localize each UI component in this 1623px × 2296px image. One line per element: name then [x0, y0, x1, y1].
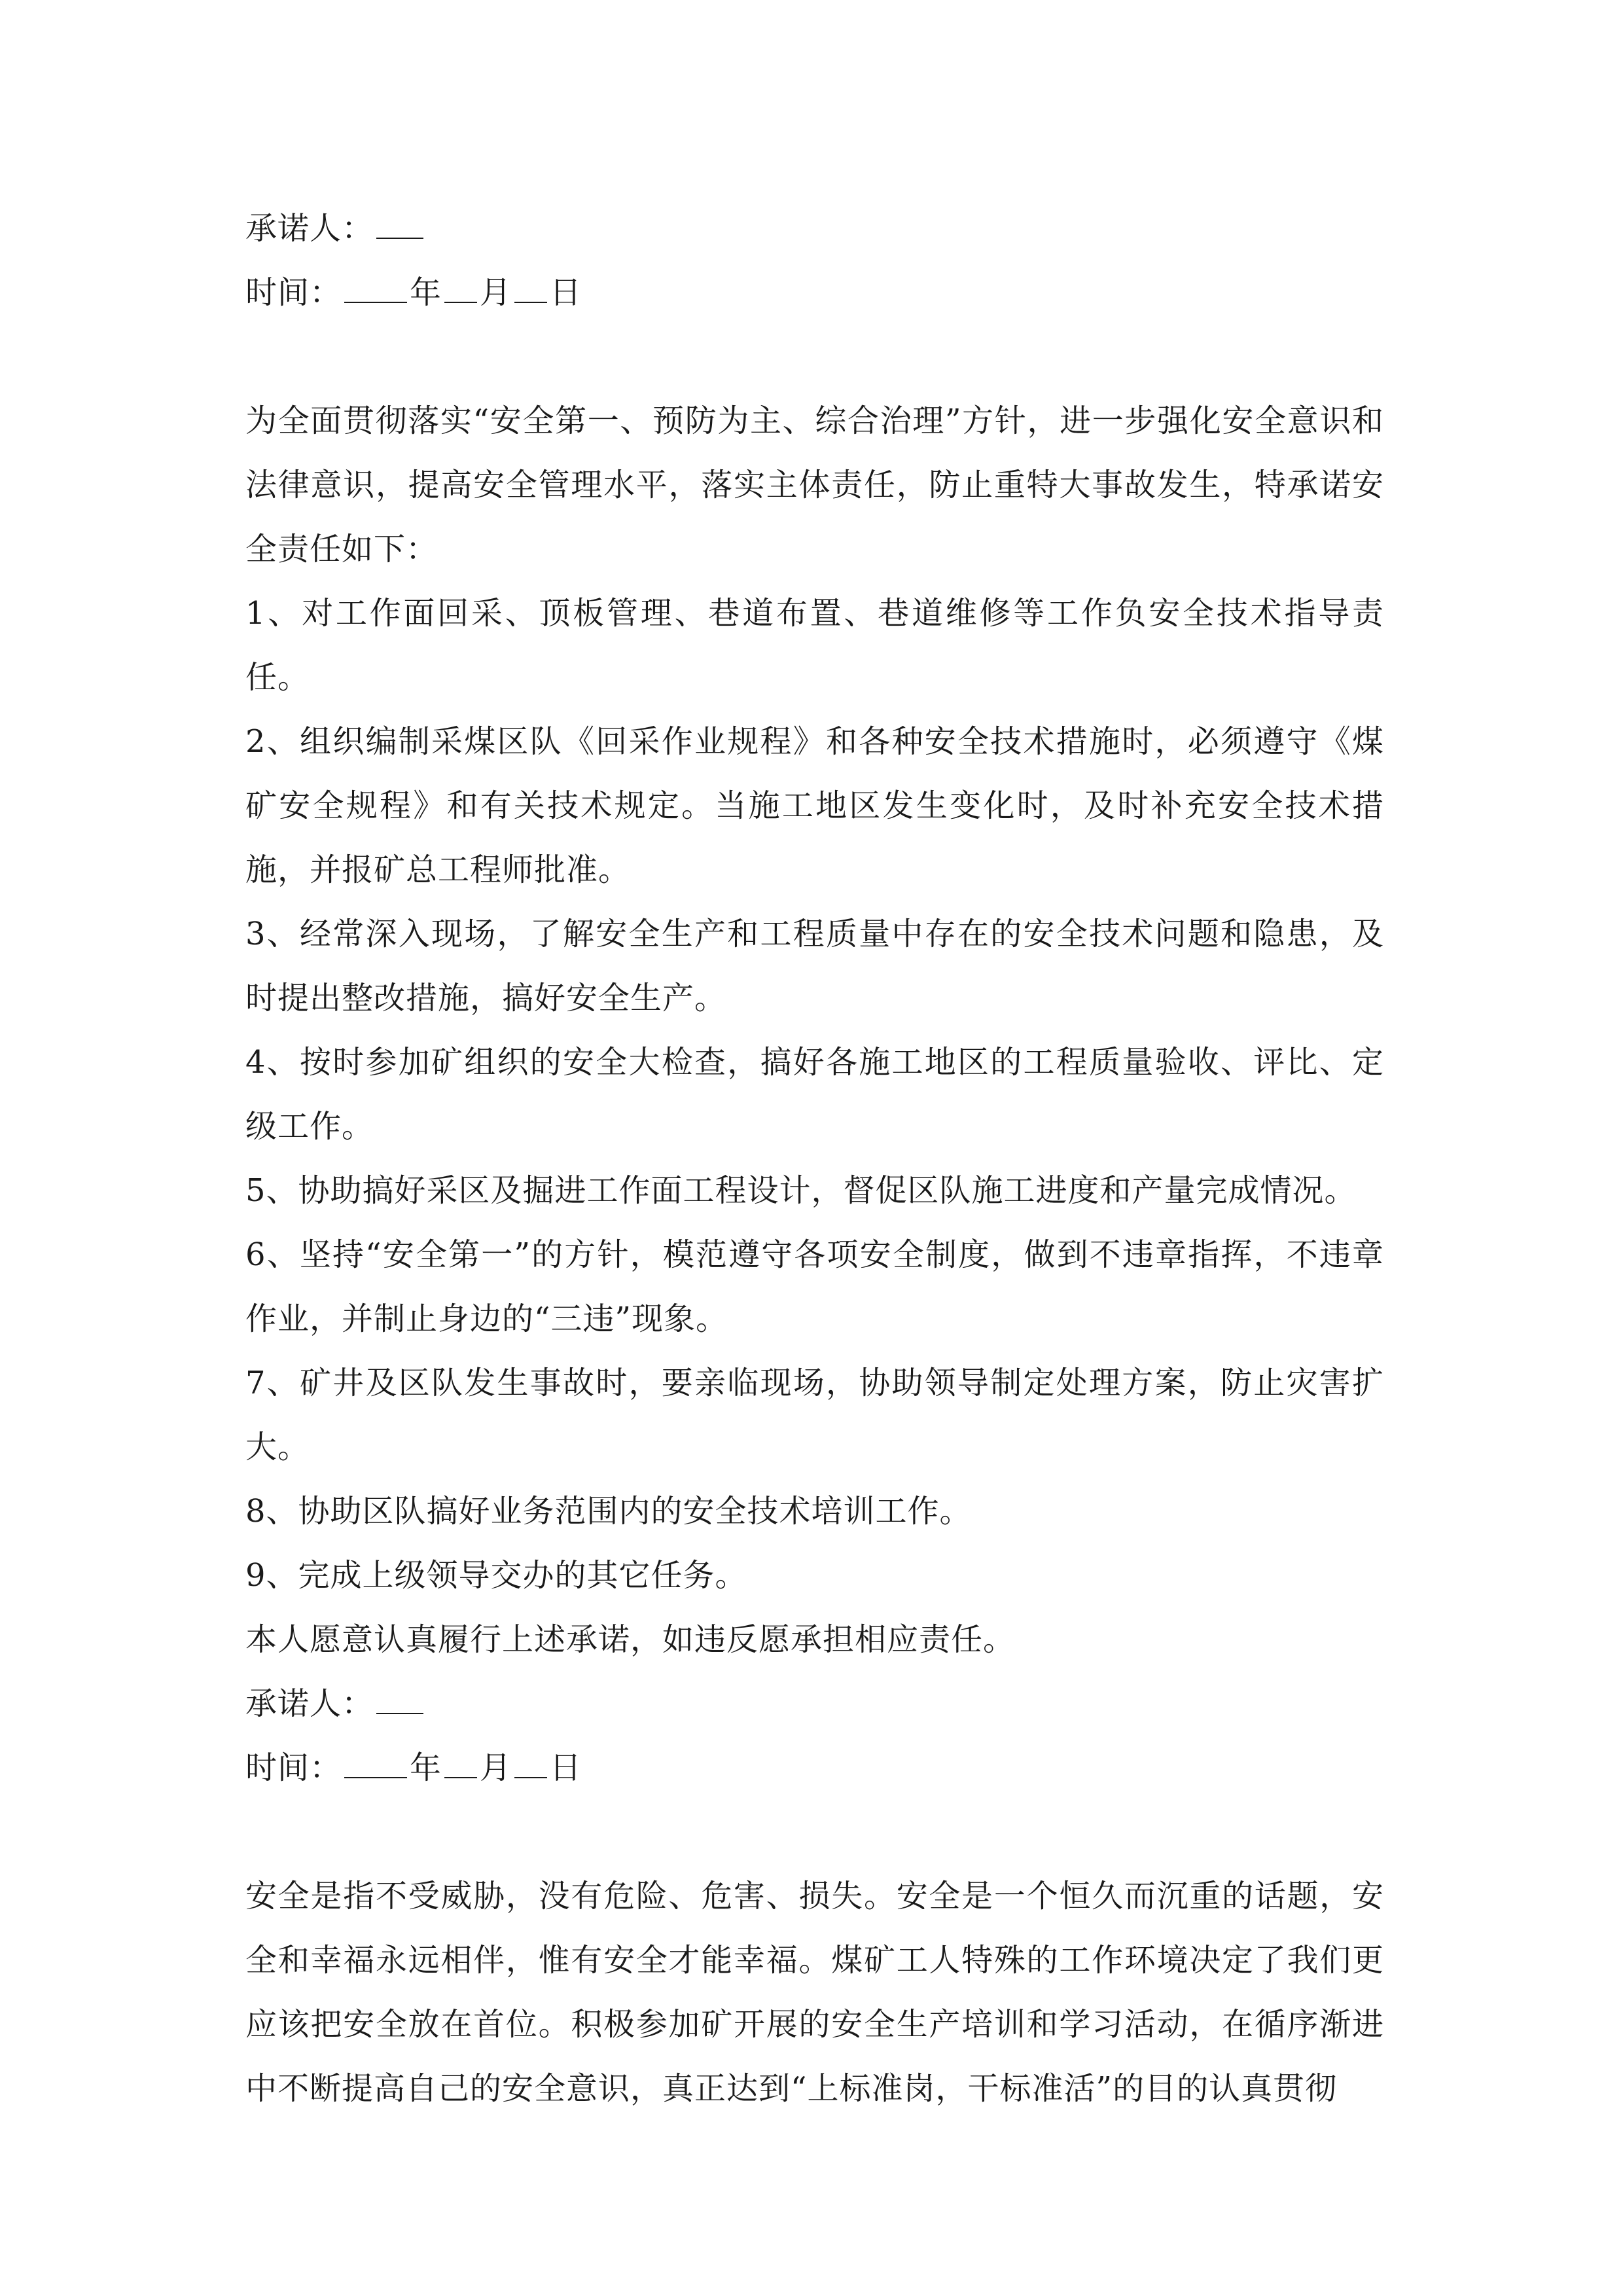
day-blank[interactable] [514, 1748, 547, 1778]
month-label: 月 [480, 1749, 512, 1786]
responsibility-item: 1、对工作面回采、顶板管理、巷道布置、巷道维修等工作负安全技术指导责任。 [245, 595, 1384, 696]
year-blank[interactable] [344, 1748, 407, 1778]
day-label: 日 [550, 1749, 582, 1786]
signer-blank[interactable] [376, 209, 423, 239]
document-page [245, 196, 1384, 2121]
responsibility-item: 6、坚持“安全第一”的方针，模范遵守各项安全制度，做到不违章指挥，不违章作业，并制止身边的“三违”现象。 [245, 1236, 1384, 1337]
day-label: 日 [550, 274, 582, 311]
responsibility-item: 5、协助搞好采区及掘进工作面工程设计，督促区队施工进度和产量完成情况。 [245, 1172, 1357, 1209]
year-label: 年 [410, 274, 442, 311]
year-label: 年 [410, 1749, 442, 1786]
responsibility-item: 2、组织编制采煤区队《回采作业规程》和各种安全技术措施时，必须遵守《煤矿安全规程》和有关技术规定。当施工地区发生变化时，及时补充安全技术措施，并报矿总工程师批准。 [245, 723, 1384, 888]
month-blank[interactable] [444, 1748, 477, 1778]
pledge-statement: 本人愿意认真履行上述承诺，如违反愿承担相应责任。 [245, 1621, 1016, 1658]
signer-line [245, 196, 1384, 260]
section-gap [245, 325, 1384, 389]
day-blank[interactable] [514, 273, 547, 303]
month-label: 月 [480, 274, 512, 311]
year-blank[interactable] [344, 273, 407, 303]
responsibility-item: 8、协助区队搞好业务范围内的安全技术培训工作。 [245, 1493, 972, 1530]
responsibility-item: 7、矿井及区队发生事故时，要亲临现场，协助领导制定处理方案，防止灾害扩大。 [245, 1365, 1384, 1465]
section-gap [245, 1800, 1384, 1864]
date-label: 时间： [245, 1749, 342, 1786]
month-blank[interactable] [444, 273, 477, 303]
date-line [245, 1736, 1384, 1800]
date-line [245, 260, 1384, 325]
signer-line [245, 1672, 1384, 1736]
responsibility-item: 3、经常深入现场，了解安全生产和工程质量中存在的安全技术问题和隐患，及时提出整改措施，搞好安全生产。 [245, 916, 1384, 1016]
essay-paragraph: 安全是指不受威胁，没有危险、危害、损失。安全是一个恒久而沉重的话题，安全和幸福永远相伴，惟有安全才能幸福。煤矿工人特殊的工作环境决定了我们更应该把安全放在首位。积极参加矿开展的安全生产培训和学习活动，在循序渐进中不断提高自己的安全意识，真正达到“上标准岗，干标准活”的目的认真贯彻 [245, 1878, 1384, 2107]
signer-blank[interactable] [376, 1684, 423, 1714]
intro-paragraph: 为全面贯彻落实“安全第一、预防为主、综合治理”方针，进一步强化安全意识和法律意识，提高安全管理水平，落实主体责任，防止重特大事故发生，特承诺安全责任如下： [245, 403, 1384, 567]
signer-label: 承诺人： [245, 1685, 374, 1722]
responsibility-item: 9、完成上级领导交办的其它任务。 [245, 1557, 747, 1594]
responsibility-item: 4、按时参加矿组织的安全大检查，搞好各施工地区的工程质量验收、评比、定级工作。 [245, 1044, 1384, 1145]
signer-label: 承诺人： [245, 210, 374, 247]
date-label: 时间： [245, 274, 342, 311]
